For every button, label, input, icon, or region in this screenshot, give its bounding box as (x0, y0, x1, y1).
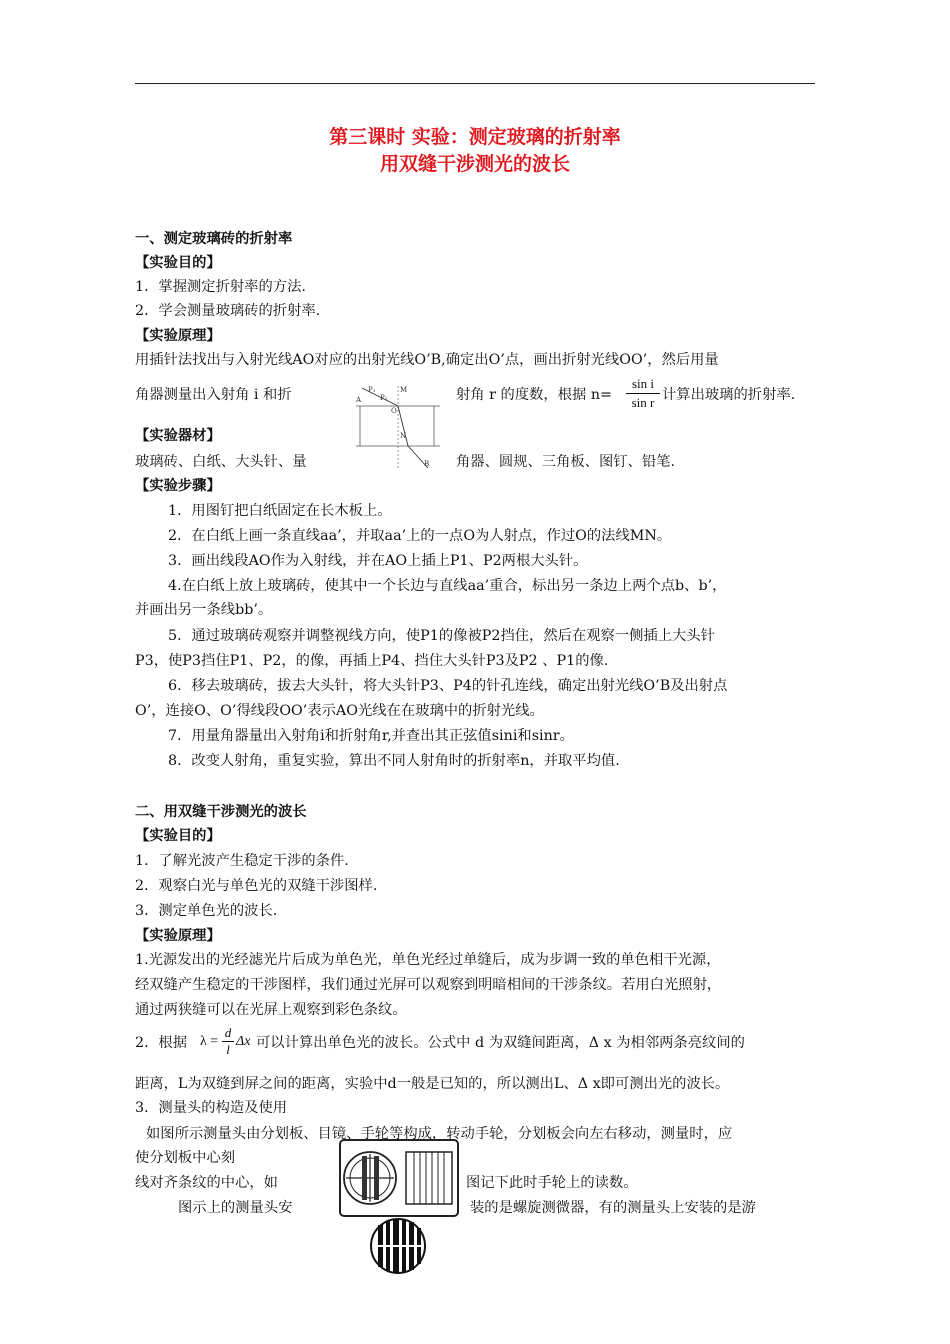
s1-equipment-heading: 【实验器材】 (135, 428, 221, 444)
s2-principle-text: 如图所示测量头由分划板、目镜、手轮等构成，转动手轮，分划板会向左右移动，测量时，应 (146, 1126, 733, 1142)
s1-purpose-item: 2．学会测量玻璃砖的折射率. (135, 303, 321, 319)
s2-principle-text: 经双缝产生稳定的干涉图样，我们通过光屏可以观察到明暗相间的干涉条纹。若用白光照射， (135, 977, 722, 993)
s2-principle-text: 线对齐条纹的中心，如 (135, 1175, 278, 1191)
s2-principle-text: 1.光源发出的光经滤光片后成为单色光，单色光经过单缝后，成为步调一致的单色相干光源， (135, 952, 721, 968)
s1-principle-text: 射角 r 的度数，根据 n= (456, 387, 613, 403)
s1-step: 7．用量角器量出入射角i和折射角r,并查出其正弦值sini和sinr。 (168, 728, 574, 744)
label-p1: P₁ (368, 386, 376, 394)
fraction-sin-ratio (626, 376, 660, 411)
s2-principle-heading: 【实验原理】 (135, 928, 221, 944)
s1-step: O’，连接O、O’得线段OO’表示AO光线在在玻璃中的折射光线。 (135, 703, 544, 719)
s2-principle-text: 图记下此时手轮上的读数。 (466, 1175, 638, 1191)
s2-purpose-item: 2．观察白光与单色光的双缝干涉图样. (135, 878, 378, 894)
s1-step: 3．画出线段AO作为入射线，并在AO上插上P1、P2两根大头针。 (168, 553, 588, 569)
s2-principle-text: 通过两狭缝可以在光屏上观察到彩色条纹。 (135, 1002, 407, 1018)
label-n: N (400, 432, 407, 440)
s1-purpose-item: 1．掌握测定折射率的方法. (135, 279, 306, 295)
label-m: M (400, 386, 408, 394)
s2-principle-text: 使分划板中心刻 (135, 1150, 236, 1166)
page-title-line2: 用双缝干涉测光的波长 (379, 153, 570, 175)
s1-step: 8．改变人射角，重复实验，算出不同人射角时的折射率n，并取平均值. (168, 753, 620, 769)
s2-principle-text: 2．根据 (135, 1035, 187, 1051)
s2-purpose-item: 1．了解光波产生稳定干涉的条件. (135, 853, 349, 869)
label-p2: P₂ (380, 394, 388, 402)
fraction-d-over-l (222, 1025, 234, 1058)
lambda-symbol: λ = (200, 1034, 219, 1049)
section1-heading: 一、测定玻璃砖的折射率 (135, 231, 293, 247)
s1-equipment-text: 玻璃砖、白纸、大头针、量 (135, 454, 307, 470)
s1-principle-heading: 【实验原理】 (135, 328, 221, 344)
s2-principle-text: 图示上的测量头安 (178, 1200, 293, 1216)
label-b: B (424, 460, 430, 468)
s1-step: 5．通过玻璃砖观察并调整视线方向，使P1的像被P2挡住，然后在观察一侧插上大头针 (168, 628, 715, 644)
s1-equipment-text: 角器、圆规、三角板、图钉、铅笔. (456, 454, 675, 470)
fraction-numerator: d (222, 1025, 234, 1042)
s1-step: 并画出另一条线bb’。 (135, 602, 273, 618)
s1-step: 1．用图钉把白纸固定在长木板上。 (168, 503, 392, 519)
s1-step: 4.在白纸上放上玻璃砖，使其中一个长边与直线aa’重合，标出另一条边上两个点b、b’， (168, 578, 727, 594)
refraction-diagram (352, 382, 444, 472)
s1-step: P3，使P3挡住P1、P2，的像，再插上P4、挡住大头针P3及P2 、P1的像. (135, 653, 609, 669)
fraction-numerator: sin i (626, 376, 660, 394)
s1-step: 6．移去玻璃砖，拔去大头针，将大头针P3、P4的针孔连线，确定出射光线O’B及出射点 (168, 678, 728, 694)
s2-purpose-heading: 【实验目的】 (135, 828, 221, 844)
s1-principle-text: 角器测量出入射角 i 和折 (135, 387, 292, 403)
s1-purpose-heading: 【实验目的】 (135, 255, 221, 271)
label-o: O (391, 407, 397, 415)
measuring-head-diagram (334, 1138, 462, 1274)
fraction-denominator: sin r (631, 395, 655, 410)
delta-x: Δx (236, 1034, 251, 1049)
fraction-denominator: l (226, 1042, 230, 1057)
section2-heading: 二、用双缝干涉测光的波长 (135, 804, 307, 820)
s2-principle-text: 装的是螺旋测微器，有的测量头上安装的是游 (470, 1200, 756, 1216)
s1-step: 2．在白纸上画一条直线aa’，并取aa’上的一点O为人射点，作过O的法线MN。 (168, 528, 672, 544)
label-a: A (356, 396, 362, 404)
header-rule (135, 83, 815, 84)
s1-steps-heading: 【实验步骤】 (135, 478, 221, 494)
s2-principle-text: 3．测量头的构造及使用 (135, 1100, 288, 1116)
s2-principle-text: 距离，L为双缝到屏之间的距离，实验中d一般是已知的，所以测出L、Δ x即可测出光的波长。 (135, 1076, 730, 1092)
s2-purpose-item: 3．测定单色光的波长. (135, 903, 278, 919)
page-title-line1: 第三课时 实验：测定玻璃的折射率 (329, 126, 621, 148)
s1-principle-text: 用插针法找出与入射光线AO对应的出射光线O’B,确定出O’点，画出折射光线OO’，然后用量 (135, 352, 719, 368)
s2-principle-text: 可以计算出单色光的波长。公式中 d 为双缝间距离，Δ x 为相邻两条亮纹间的 (256, 1035, 745, 1051)
s1-principle-text: 计算出玻璃的折射率. (662, 387, 796, 403)
